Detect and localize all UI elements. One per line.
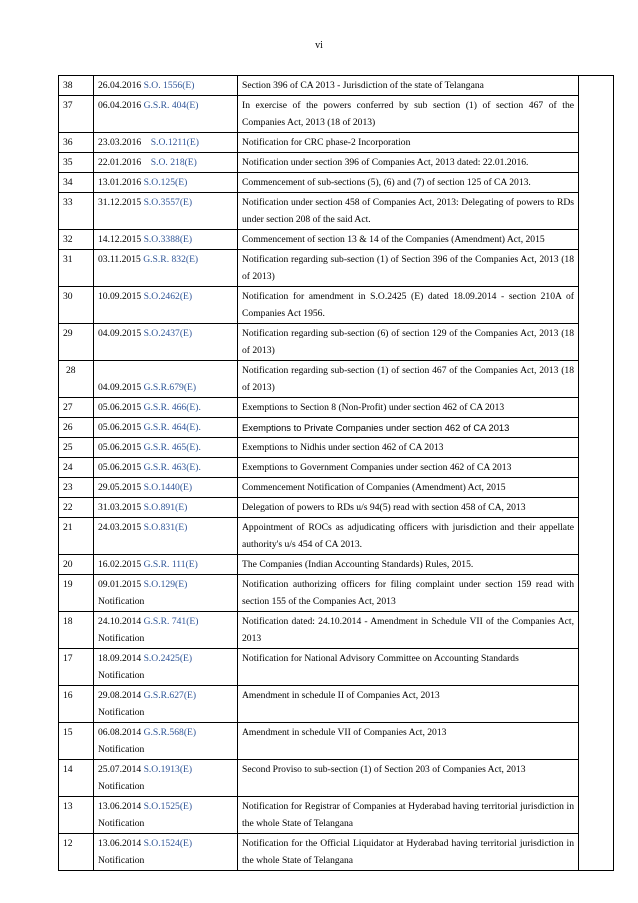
- notification-description: Notification for the Official Liquidator at Hyderabad having territorial jurisdiction in the whole State of Telangana: [238, 834, 579, 871]
- notification-date: 24.10.2014: [98, 616, 142, 627]
- notification-ref-link[interactable]: G.S.R.568(E): [143, 727, 197, 738]
- date-cell: [94, 760, 238, 797]
- table-row: [59, 361, 614, 398]
- table-row: [59, 612, 614, 649]
- table-row: [59, 418, 614, 438]
- row-number: 15: [59, 723, 94, 760]
- notification-ref-link[interactable]: S.O.1524(E): [143, 838, 193, 849]
- notification-ref-link[interactable]: G.S.R. 463(E).: [143, 462, 201, 473]
- notification-date: 06.04.2016: [98, 100, 142, 111]
- notification-date: 04.09.2015: [98, 382, 142, 393]
- row-number: 14: [59, 760, 94, 797]
- notification-description: Notification regarding sub-section (1) of Section 396 of the Companies Act, 2013 (18 of 2013): [238, 250, 579, 287]
- notification-ref-link[interactable]: S.O. 218(E): [150, 157, 197, 168]
- page-number: vi: [315, 40, 323, 51]
- notification-ref-link[interactable]: S.O.1440(E): [143, 482, 193, 493]
- table-row: [59, 797, 614, 834]
- notification-ref-link[interactable]: G.S.R. 832(E): [143, 254, 199, 265]
- notification-description: Notification for amendment in S.O.2425 (E) dated 18.09.2014 - section 210A of Companies Act 1956.: [238, 287, 579, 324]
- notification-date: 13.06.2014: [98, 838, 142, 849]
- table-row: [59, 76, 614, 96]
- notification-label: Notification: [98, 855, 145, 866]
- notification-description: Notification under section 458 of Companies Act, 2013: Delegating of powers to RDs under section 208 of the said Act.: [238, 193, 579, 230]
- notification-description: Delegation of powers to RDs u/s 94(5) read with section 458 of CA, 2013: [238, 498, 579, 518]
- notification-label: Notification: [98, 818, 145, 829]
- notification-ref-link[interactable]: G.S.R.627(E): [143, 690, 197, 701]
- notification-date: 31.03.2015: [98, 502, 142, 513]
- table-row: [59, 193, 614, 230]
- notification-date: 16.02.2015: [98, 559, 142, 570]
- row-number: 26: [59, 418, 94, 438]
- notification-description: Exemptions to Government Companies under section 462 of CA 2013: [238, 458, 579, 478]
- row-number: 27: [59, 398, 94, 418]
- notification-ref-link[interactable]: G.S.R.679(E): [143, 382, 197, 393]
- table-row: [59, 398, 614, 418]
- notification-ref-link[interactable]: S.O.2425(E): [143, 653, 193, 664]
- notification-description: Commencement of section 13 & 14 of the Companies (Amendment) Act, 2015: [238, 230, 579, 250]
- row-number: 28: [59, 361, 94, 398]
- notification-date: 05.06.2015: [98, 422, 142, 433]
- table-row: [59, 324, 614, 361]
- table-row: [59, 834, 614, 871]
- row-number: 37: [59, 96, 94, 133]
- notification-ref-link[interactable]: S.O.1211(E): [150, 137, 199, 148]
- date-cell: [94, 478, 238, 498]
- notification-ref-link[interactable]: G.S.R. 404(E): [143, 100, 199, 111]
- notification-description: Exemptions to Nidhis under section 462 of CA 2013: [238, 438, 579, 458]
- table-row: [59, 760, 614, 797]
- notification-date: 05.06.2015: [98, 462, 142, 473]
- notification-description: In exercise of the powers conferred by sub section (1) of section 467 of the Companies Act, 2013 (18 of 2013): [238, 96, 579, 133]
- notification-description: Amendment in schedule VII of Companies Act, 2013: [238, 723, 579, 760]
- notification-label: Notification: [98, 596, 145, 607]
- notification-ref-link[interactable]: S.O.129(E): [143, 579, 188, 590]
- notification-ref-link[interactable]: G.S.R. 464(E).: [143, 422, 201, 433]
- notification-description: Amendment in schedule II of Companies Act, 2013: [238, 686, 579, 723]
- table-row: [59, 230, 614, 250]
- notification-ref-link[interactable]: S.O.1525(E): [143, 801, 193, 812]
- row-number: 16: [59, 686, 94, 723]
- table-row: [59, 458, 614, 478]
- date-cell: [94, 498, 238, 518]
- notification-description: The Companies (Indian Accounting Standards) Rules, 2015.: [238, 555, 579, 575]
- date-cell: [94, 250, 238, 287]
- row-number: 31: [59, 250, 94, 287]
- row-number: 13: [59, 797, 94, 834]
- date-cell: [94, 133, 238, 153]
- notification-date: 26.04.2016: [98, 80, 142, 91]
- date-cell: [94, 153, 238, 173]
- notification-ref-link[interactable]: S.O.3388(E): [143, 234, 193, 245]
- notification-ref-link[interactable]: S.O.891(E): [143, 502, 188, 513]
- notification-description: Notification regarding sub-section (6) of section 129 of the Companies Act, 2013 (18 of 2013): [238, 324, 579, 361]
- table-row: [59, 555, 614, 575]
- row-number: 35: [59, 153, 94, 173]
- table-row: [59, 686, 614, 723]
- notification-date: 31.12.2015: [98, 197, 142, 208]
- notification-ref-link[interactable]: S.O.125(E): [143, 177, 188, 188]
- notification-description: Commencement of sub-sections (5), (6) and (7) of section 125 of CA 2013.: [238, 173, 579, 193]
- date-cell: [94, 193, 238, 230]
- table-row: [59, 250, 614, 287]
- table-row: [59, 287, 614, 324]
- row-number: 24: [59, 458, 94, 478]
- notification-date: 06.08.2014: [98, 727, 142, 738]
- date-cell: [94, 96, 238, 133]
- table-row: [59, 153, 614, 173]
- notification-description: Notification regarding sub-section (1) of section 467 of the Companies Act, 2013 (18 of 2013): [238, 361, 579, 398]
- notification-ref-link[interactable]: S.O.831(E): [143, 522, 188, 533]
- table-row: [59, 498, 614, 518]
- notification-date: 23.03.2016: [98, 137, 142, 148]
- date-cell: [94, 361, 238, 398]
- row-number: 33: [59, 193, 94, 230]
- date-cell: [94, 518, 238, 555]
- row-number: 22: [59, 498, 94, 518]
- notification-description: Commencement Notification of Companies (Amendment) Act, 2015: [238, 478, 579, 498]
- row-number: 38: [59, 76, 94, 96]
- notification-description: Notification authorizing officers for filing complaint under section 159 read with section 155 of the Companies Act, 2013: [238, 575, 579, 612]
- notification-description: Second Proviso to sub-section (1) of Section 203 of Companies Act, 2013: [238, 760, 579, 797]
- date-cell: [94, 649, 238, 686]
- table-row: [59, 478, 614, 498]
- date-cell: [94, 555, 238, 575]
- notification-ref-link[interactable]: S.O.2437(E): [143, 328, 193, 339]
- notification-description: Notification dated: 24.10.2014 - Amendment in Schedule VII of the Companies Act, 2013: [238, 612, 579, 649]
- row-number: 20: [59, 555, 94, 575]
- date-cell: [94, 575, 238, 612]
- notification-date: 03.11.2015: [98, 254, 141, 265]
- notification-date: 25.07.2014: [98, 764, 142, 775]
- notification-description: Notification for CRC phase-2 Incorporation: [238, 133, 579, 153]
- row-number: 30: [59, 287, 94, 324]
- notification-label: Notification: [98, 744, 145, 755]
- row-number: 29: [59, 324, 94, 361]
- date-cell: [94, 797, 238, 834]
- row-number: 19: [59, 575, 94, 612]
- notification-date: 05.06.2015: [98, 402, 142, 413]
- notification-label: Notification: [98, 707, 145, 718]
- notification-date: 29.08.2014: [98, 690, 142, 701]
- notification-label: Notification: [98, 781, 145, 792]
- row-number: 17: [59, 649, 94, 686]
- notification-ref-link[interactable]: S.O.1913(E): [143, 764, 193, 775]
- blank-column: [579, 76, 614, 871]
- date-cell: [94, 418, 238, 438]
- notification-ref-link[interactable]: G.S.R. 465(E).: [143, 442, 201, 453]
- notification-description: Exemptions to Private Companies under section 462 of CA 2013: [238, 418, 579, 438]
- notification-description: Notification for Registrar of Companies at Hyderabad having territorial jurisdiction in the whole State of Telangana: [238, 797, 579, 834]
- table-row: [59, 438, 614, 458]
- notification-label: Notification: [98, 633, 145, 644]
- date-cell: [94, 834, 238, 871]
- date-cell: [94, 612, 238, 649]
- date-cell: [94, 458, 238, 478]
- notification-description: Section 396 of CA 2013 - Jurisdiction of the state of Telangana: [238, 76, 579, 96]
- notification-date: 24.03.2015: [98, 522, 142, 533]
- notification-date: 13.01.2016: [98, 177, 142, 188]
- notification-date: 29.05.2015: [98, 482, 142, 493]
- notification-ref-link[interactable]: S.O. 1556(E): [143, 80, 195, 91]
- notification-ref-link[interactable]: S.O.2462(E): [143, 291, 193, 302]
- notification-description: Exemptions to Section 8 (Non-Profit) under section 462 of CA 2013: [238, 398, 579, 418]
- row-number: 12: [59, 834, 94, 871]
- table-row: [59, 133, 614, 153]
- notification-date: 09.01.2015: [98, 579, 142, 590]
- notification-date: 10.09.2015: [98, 291, 142, 302]
- table-row: [59, 649, 614, 686]
- row-number: 34: [59, 173, 94, 193]
- row-number: 23: [59, 478, 94, 498]
- row-number: 36: [59, 133, 94, 153]
- date-cell: [94, 230, 238, 250]
- row-number: 25: [59, 438, 94, 458]
- date-cell: [94, 686, 238, 723]
- table-row: [59, 575, 614, 612]
- notifications-table: [58, 75, 614, 871]
- notification-ref-link[interactable]: G.S.R. 111(E): [143, 559, 198, 570]
- date-cell: [94, 173, 238, 193]
- row-number: 18: [59, 612, 94, 649]
- date-cell: [94, 438, 238, 458]
- table-row: [59, 173, 614, 193]
- notification-description: Notification for National Advisory Committee on Accounting Standards: [238, 649, 579, 686]
- notification-ref-link[interactable]: G.S.R. 741(E): [143, 616, 199, 627]
- table-row: [59, 96, 614, 133]
- date-cell: [94, 723, 238, 760]
- notification-description: Notification under section 396 of Companies Act, 2013 dated: 22.01.2016.: [238, 153, 579, 173]
- notification-label: Notification: [98, 670, 145, 681]
- notification-date: 18.09.2014: [98, 653, 142, 664]
- notification-date: 13.06.2014: [98, 801, 142, 812]
- date-cell: [94, 287, 238, 324]
- row-number: 21: [59, 518, 94, 555]
- notification-date: 05.06.2015: [98, 442, 142, 453]
- notification-date: 22.01.2016: [98, 157, 142, 168]
- date-cell: [94, 76, 238, 96]
- notification-date: 14.12.2015: [98, 234, 142, 245]
- date-cell: [94, 398, 238, 418]
- notification-ref-link[interactable]: G.S.R. 466(E).: [143, 402, 201, 413]
- table-row: [59, 723, 614, 760]
- notification-ref-link[interactable]: S.O.3557(E): [143, 197, 193, 208]
- notification-description: Appointment of ROCs as adjudicating officers with jurisdiction and their appellate authority's u/s 454 of CA 2013.: [238, 518, 579, 555]
- row-number: 32: [59, 230, 94, 250]
- date-cell: [94, 324, 238, 361]
- table-row: [59, 518, 614, 555]
- notification-date: 04.09.2015: [98, 328, 142, 339]
